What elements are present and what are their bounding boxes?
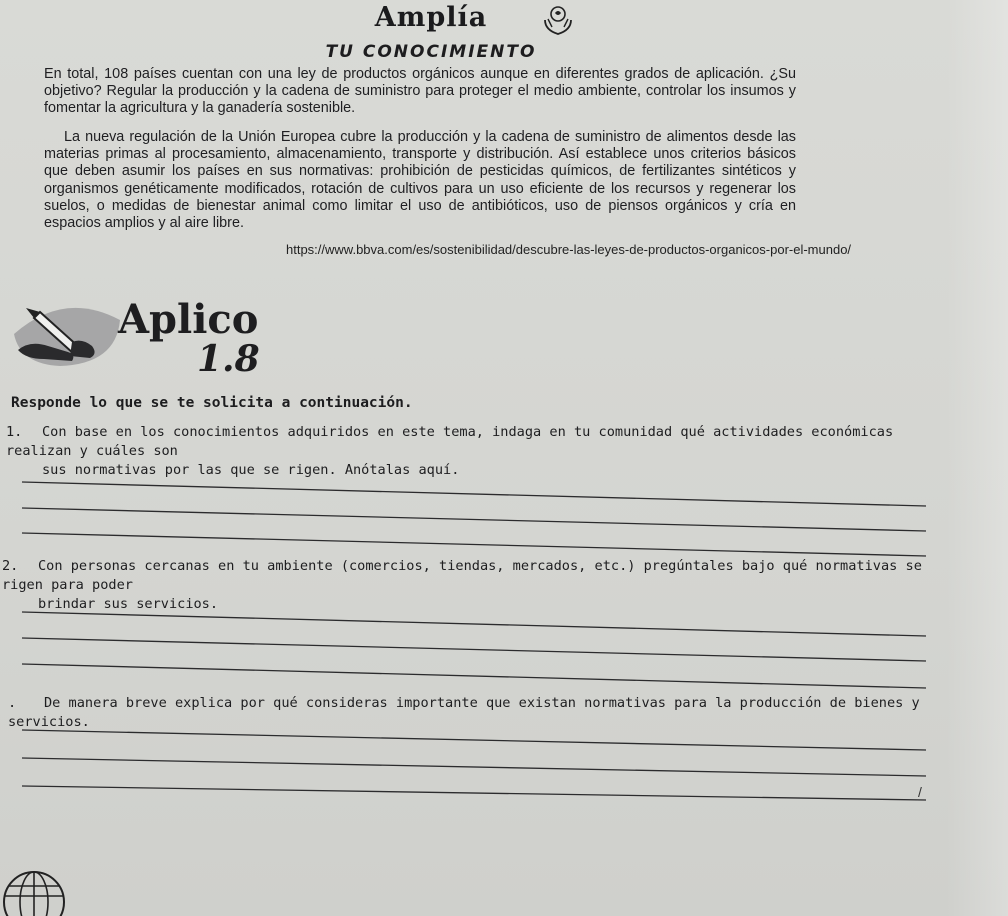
pencil-mark: / bbox=[918, 784, 922, 800]
section-number: 1.8 bbox=[197, 338, 260, 380]
question-text: Con personas cercanas en tu ambiente (comercios, tiendas, mercados, etc.) pregúntales bajo qué normativas se rigen para poder bbox=[2, 558, 922, 593]
answer-line[interactable] bbox=[22, 786, 926, 800]
answer-line[interactable] bbox=[22, 482, 926, 506]
section-title: Aplico bbox=[118, 296, 259, 343]
reading-paragraph-2: La nueva regulación de la Unión Europea cubre la producción y la cadena de suministro de alimentos desde las materias primas al procesamiento, almacenamiento, transporte y distribución. Así establece unos criterios básicos que deben asumir los países en sus normativas: prohibición de pesticidas químicos, de fertilizantes sintéticos y organismos genéticamente modificados, rotación de cultivos para un uso eficiente de los recursos y regenerar los suelos, o medidas de bienestar animal como limitar el uso de antibióticos, uso de piensos orgánicos y cría en espacios amplios y al aire libre. bbox=[44, 129, 796, 232]
header-subtitle: TU CONOCIMIENTO bbox=[325, 42, 537, 62]
answer-line[interactable] bbox=[22, 758, 926, 776]
question-text-continued: sus normativas por las que se rigen. Anótalas aquí. bbox=[42, 462, 460, 478]
question-number: 1. bbox=[6, 424, 23, 440]
question-text: De manera breve explica por qué consideras importante que existan normativas para la producción de bienes y servicios. bbox=[8, 695, 920, 730]
answer-line[interactable] bbox=[22, 638, 926, 661]
answer-line[interactable] bbox=[22, 612, 926, 636]
question-number: 2. bbox=[2, 558, 19, 574]
source-link[interactable]: https://www.bbva.com/es/sostenibilidad/descubre-las-leyes-de-productos-organicos-por-el-mundo/ bbox=[286, 242, 852, 257]
answer-line[interactable] bbox=[22, 508, 926, 531]
question-text-continued: brindar sus servicios. bbox=[38, 596, 219, 612]
question-number: . bbox=[8, 695, 17, 711]
header-title: Amplía bbox=[374, 2, 488, 33]
question-text: Con base en los conocimientos adquiridos en este tema, indaga en tu comunidad qué actividades económicas realizan y cuáles son bbox=[6, 424, 894, 459]
answer-line[interactable] bbox=[22, 730, 926, 750]
reading-paragraph-1: En total, 108 países cuentan con una ley de productos orgánicos aunque en diferentes grados de aplicación. ¿Su objetivo? Regular la producción y la cadena de suministro para proteger el medio ambiente, controlar los insumos y fomentar la agricultura y la ganadería sostenible. bbox=[44, 66, 796, 117]
answer-line[interactable] bbox=[22, 533, 926, 556]
globe-icon bbox=[0, 866, 70, 916]
answer-line[interactable] bbox=[22, 664, 926, 688]
section-instruction: Responde lo que se te solicita a continuación. bbox=[11, 395, 413, 411]
